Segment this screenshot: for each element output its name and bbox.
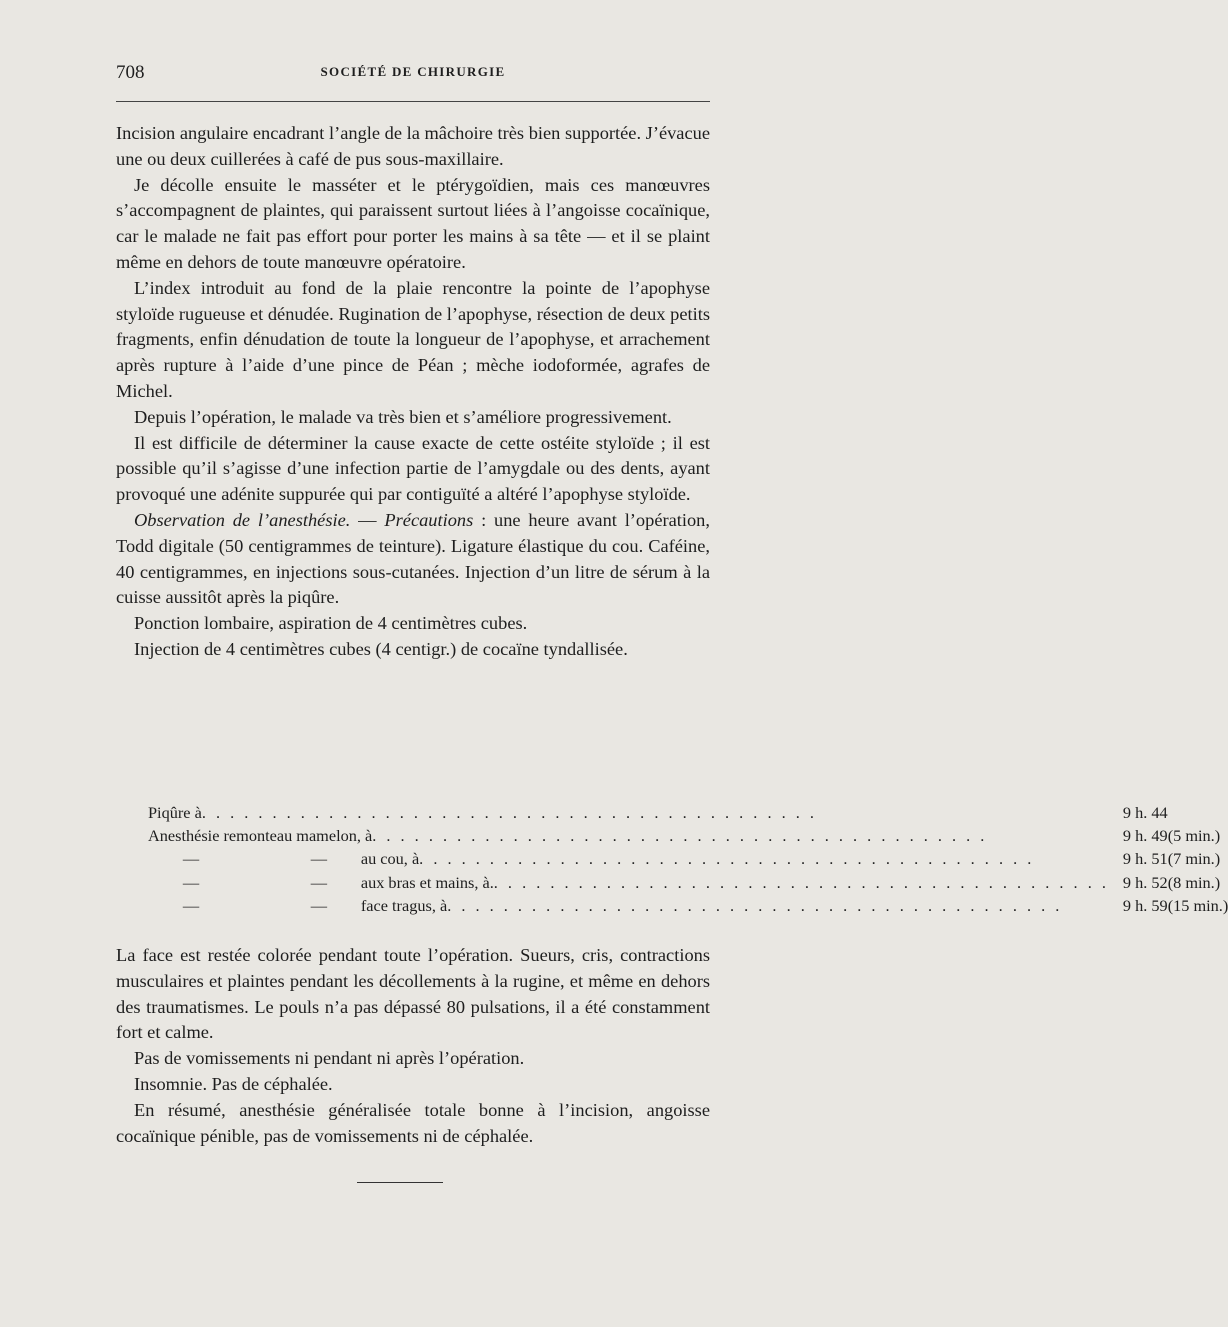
row-sub: face tragus, à xyxy=(360,895,448,915)
paragraph: Injection de 4 centimètres cubes (4 centigr.) de cocaïne tyndallisée. xyxy=(134,638,628,659)
ditto-mark: — xyxy=(182,872,200,892)
ditto-mark: — xyxy=(310,849,327,869)
paragraph: Insomnie. Pas de céphalée. xyxy=(134,1073,333,1094)
paragraph: L’index introduit au fond de la plaie rencontre la pointe de l’apophyse styloïde rugueuse et dénudée. Rugination de l’apophyse, résection de deux petits fragments, enfin dénudation de toute la longueur de l’apophyse, et arrachement après rupture à l’aide d’une pince de Péan ; mèche iodoformée, agrafes de Michel. xyxy=(116,277,710,401)
anesthesia-note-title: Observation de l’anesthésie. xyxy=(134,509,351,530)
row-time: 9 h. 49 xyxy=(1122,826,1168,846)
anesthesia-note-subtitle: Précautions xyxy=(384,509,474,530)
row-duration: (15 min.) xyxy=(1167,895,1228,915)
paragraph: Je décolle ensuite le masséter et le ptérygoïdien, mais ces manœuvres s’accompagnent de plaintes, qui paraissent surtout liées à l’angoisse cocaïnique, car le malade ne fait pas effort pour porter les mains à sa tête — et il se plaint même en dehors de toute manœuvre opératoire. xyxy=(116,174,710,272)
paragraph: Il est difficile de déterminer la cause exacte de cette ostéite styloïde ; il est possible qu’il s’agisse d’une infection partie de l’amygdale ou des dents, ayant provoqué une adénite suppurée qui par contiguïté a altéré l’apophyse styloïde. xyxy=(116,432,710,505)
ditto-mark: — xyxy=(182,895,200,915)
row-sub: au cou, à xyxy=(360,849,420,869)
row-time: 9 h. 59 xyxy=(1122,895,1168,915)
row-duration: (8 min.) xyxy=(1167,872,1221,892)
anesthesia-note-text: : une heure avant l’opération, Todd digitale (50 centigrammes de teinture). Ligature élastique du cou. Caféine, 40 centigrammes, en injections sous-cutanées. Injection d’un litre de sérum à la cuisse aussitôt après la piqûre. xyxy=(116,509,710,608)
table-row xyxy=(148,873,1228,896)
paragraph: Depuis l’opération, le malade va très bien et s’améliore progressivement. xyxy=(134,406,672,427)
paragraph: Incision angulaire encadrant l’angle de la mâchoire très bien supportée. J’évacue une ou deux cuillerées à café de pus sous-maxillaire. xyxy=(116,123,710,169)
anesthesia-note xyxy=(116,508,710,611)
header-rule xyxy=(116,101,710,102)
ditto-mark: — xyxy=(310,872,327,892)
paragraph: Pas de vomissements ni pendant ni après l’opération. xyxy=(134,1048,525,1069)
anesthesia-note-separator: — xyxy=(350,509,385,530)
row-time: 9 h. 44 xyxy=(1122,803,1168,822)
paragraph: Ponction lombaire, aspiration de 4 centimètres cubes. xyxy=(134,613,528,634)
row-duration: (7 min.) xyxy=(1167,849,1221,869)
row-sub: au mamelon, à xyxy=(276,826,373,846)
row-sub: aux bras et mains, à. xyxy=(360,872,494,892)
row-duration xyxy=(1168,803,1228,826)
row-time: 9 h. 52 xyxy=(1122,872,1168,892)
closing-text xyxy=(116,943,710,1149)
running-title: SOCIÉTÉ DE CHIRURGIE xyxy=(320,64,506,79)
ditto-mark: — xyxy=(310,895,327,915)
main-text xyxy=(116,121,710,663)
row-label: Piqûre à xyxy=(148,803,202,822)
table-row xyxy=(148,826,1228,849)
row-label: Anesthésie remonte xyxy=(148,826,277,846)
page-number: 708 xyxy=(116,62,145,83)
row-time: 9 h. 51 xyxy=(1122,849,1168,869)
row-duration: (5 min.) xyxy=(1167,826,1221,846)
paragraph: En résumé, anesthésie généralisée totale bonne à l’incision, angoisse cocaïnique pénible, pas de vomissements ni de céphalée. xyxy=(116,1099,710,1146)
page-header xyxy=(116,62,710,88)
table-row xyxy=(148,849,1228,872)
table-row xyxy=(148,803,1228,826)
ditto-mark: — xyxy=(182,849,200,869)
timing-table xyxy=(148,803,1228,919)
table-row xyxy=(148,896,1228,919)
paragraph: La face est restée colorée pendant toute l’opération. Sueurs, cris, contractions musculaires et plaintes pendant les décollements à la rugine, et même en dehors des traumatismes. Le pouls n’a pas dépassé 80 pulsations, il a été constamment fort et calme. xyxy=(116,945,710,1043)
end-rule xyxy=(357,1182,443,1183)
